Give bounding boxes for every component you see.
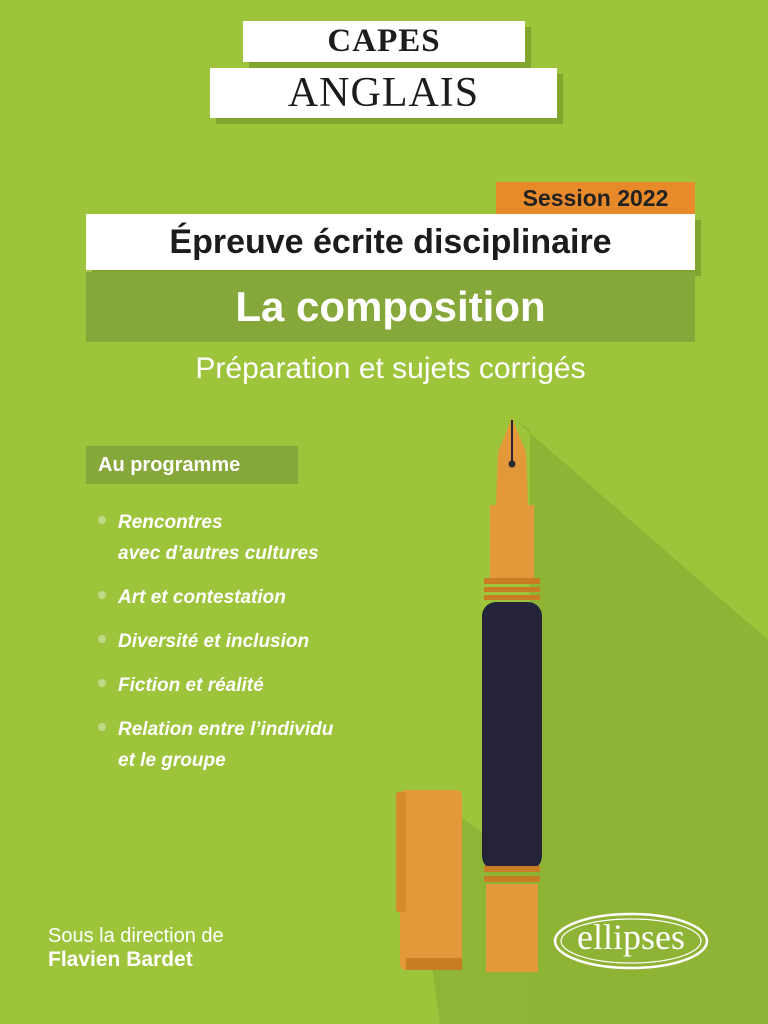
item-line1: Fiction et réalité	[118, 675, 264, 696]
item-line1: Art et contestation	[118, 587, 286, 608]
subtitle: Préparation et sujets corrigés	[195, 352, 586, 385]
subject-label: ANGLAIS	[287, 70, 480, 116]
item-line1: Rencontres	[118, 512, 223, 533]
pen-cap-icon	[396, 790, 462, 970]
item-line2: avec d’autres cultures	[118, 543, 319, 564]
item-line1: Diversité et inclusion	[118, 631, 310, 652]
item-line1: Relation entre l’individu	[118, 719, 334, 740]
publisher-logo	[551, 910, 711, 972]
publisher-name: ellipses	[577, 917, 685, 957]
series-label: CAPES	[327, 23, 441, 59]
item-line2: et le groupe	[118, 750, 226, 771]
direction-label: Sous la direction de	[48, 925, 224, 947]
author-name: Flavien Bardet	[48, 948, 193, 971]
fountain-pen-icon	[482, 418, 542, 972]
programme-heading: Au programme	[98, 453, 241, 476]
session-label: Session 2022	[522, 184, 669, 211]
title-line2: La composition	[235, 283, 546, 330]
title-line1: Épreuve écrite disciplinaire	[169, 222, 612, 261]
